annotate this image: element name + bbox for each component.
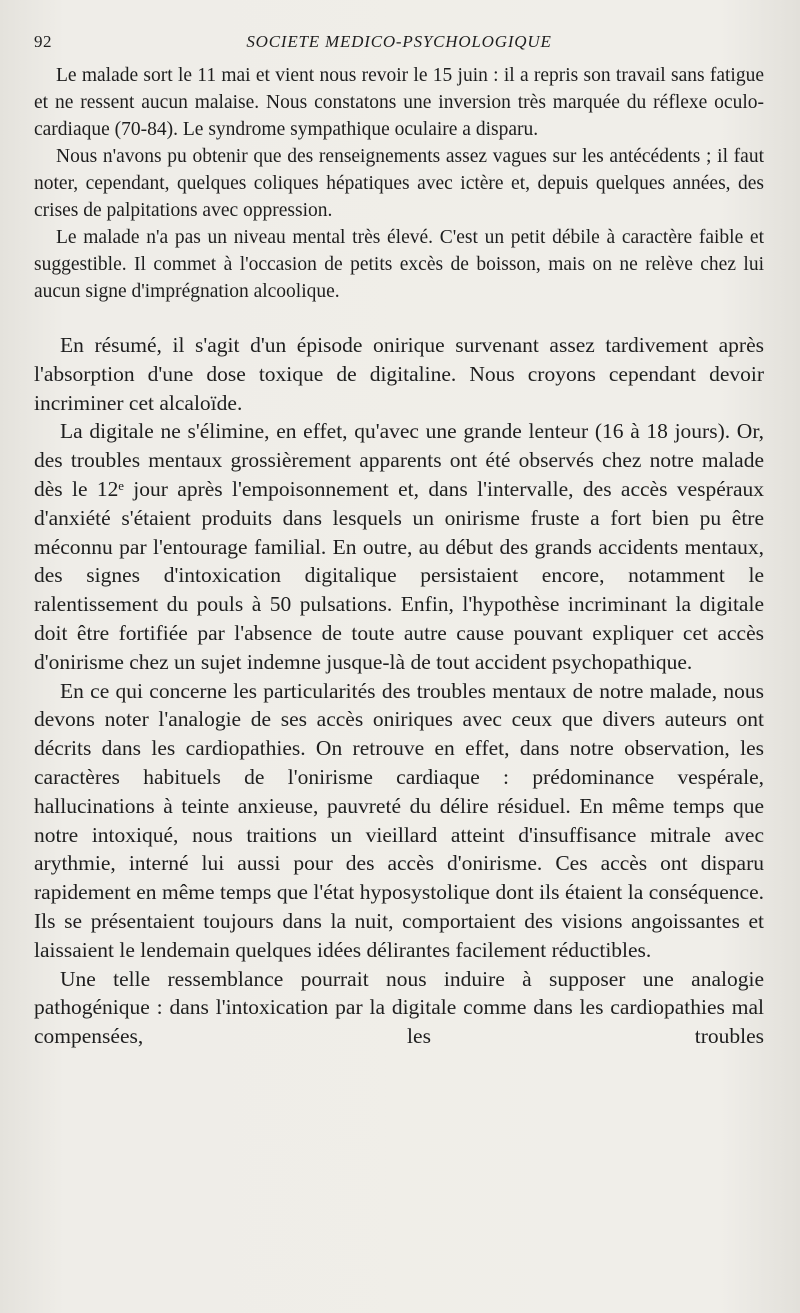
- discussion-section: [34, 331, 764, 1051]
- running-head: [34, 26, 764, 62]
- paragraph-discharge: Le malade sort le 11 mai et vient nous revoir le 15 juin : il a repris son travail sans fatigue et ne ressent aucun malaise. Nous constatons une inversion très marquée du réflexe oculo-cardiaque (70-84). Le syndrome sympathique oculaire a disparu.: [34, 65, 764, 140]
- paragraph-summary: En résumé, il s'agit d'un épisode onirique survenant assez tardivement après l'absorption d'une dose toxique de digitaline. Nous croyons cependant devoir incriminer cet alcaloïde.: [34, 333, 764, 415]
- case-observation-section: [34, 62, 764, 305]
- paragraph-elimination: La digitale ne s'élimine, en effet, qu'avec une grande lenteur (16 à 18 jours). Or, des troubles mentaux grossièrement apparents ont été observés chez notre malade dès le 12ᵉ jour après l'empoisonnement et, dans l'intervalle, des accès vespéraux d'anxiété s'étaient produits dans lesquels un onirisme fruste a fort bien pu être méconnu par l'entourage familial. En outre, au début des grands accidents mentaux, des signes d'intoxication digitalique persistaient encore, notamment le ralentissement du pouls à 50 pulsations. Enfin, l'hypothèse incriminant la digitale doit être fortifiée par l'absence de toute autre cause pouvant expliquer cet accès d'onirisme chez un sujet indemne jusque-là de tout accident psychopathique.: [34, 419, 764, 674]
- journal-title: SOCIETE MEDICO-PSYCHOLOGIQUE: [246, 32, 552, 51]
- paragraph-resemblance: Une telle ressemblance pourrait nous induire à supposer une analogie pathogénique : dans l'intoxication par la digitale comme dans les cardiopathies mal compensées, les troubles: [34, 966, 764, 1049]
- page-number: 92: [34, 32, 52, 51]
- paragraph-mental-level: Le malade n'a pas un niveau mental très élevé. C'est un petit débile à caractère faible et suggestible. Il commet à l'occasion de petits excès de boisson, mais on ne relève chez lui aucun signe d'imprégnation alcoolique.: [34, 227, 764, 302]
- section-spacer: [34, 305, 764, 331]
- paragraph-particularities: En ce qui concerne les particularités des troubles mentaux de notre malade, nous devons noter l'analogie de ses accès oniriques avec ceux que divers auteurs ont décrits dans les cardiopathies. On retrouve en effet, dans notre observation, les caractères habituels de l'onirisme cardiaque : prédominance vespérale, hallucinations à teinte anxieuse, pauvreté du délire résiduel. En même temps que notre intoxiqué, nous traitions un vieillard atteint d'insuffisance mitrale avec arythmie, interné lui aussi pour des accès d'onirisme. Ces accès ont disparu rapidement en même temps que l'état hyposystolique dont ils étaient la conséquence. Ils se présentaient toujours dans la nuit, comportaient des visions angoissantes et laissaient le lendemain quelques idées délirantes facilement réductibles.: [34, 678, 764, 962]
- paragraph-antecedents: Nous n'avons pu obtenir que des renseignements assez vagues sur les antécédents ; il faut noter, cependant, quelques coliques hépatiques avec ictère et, depuis quelques années, des crises de palpitations avec oppression.: [34, 146, 764, 221]
